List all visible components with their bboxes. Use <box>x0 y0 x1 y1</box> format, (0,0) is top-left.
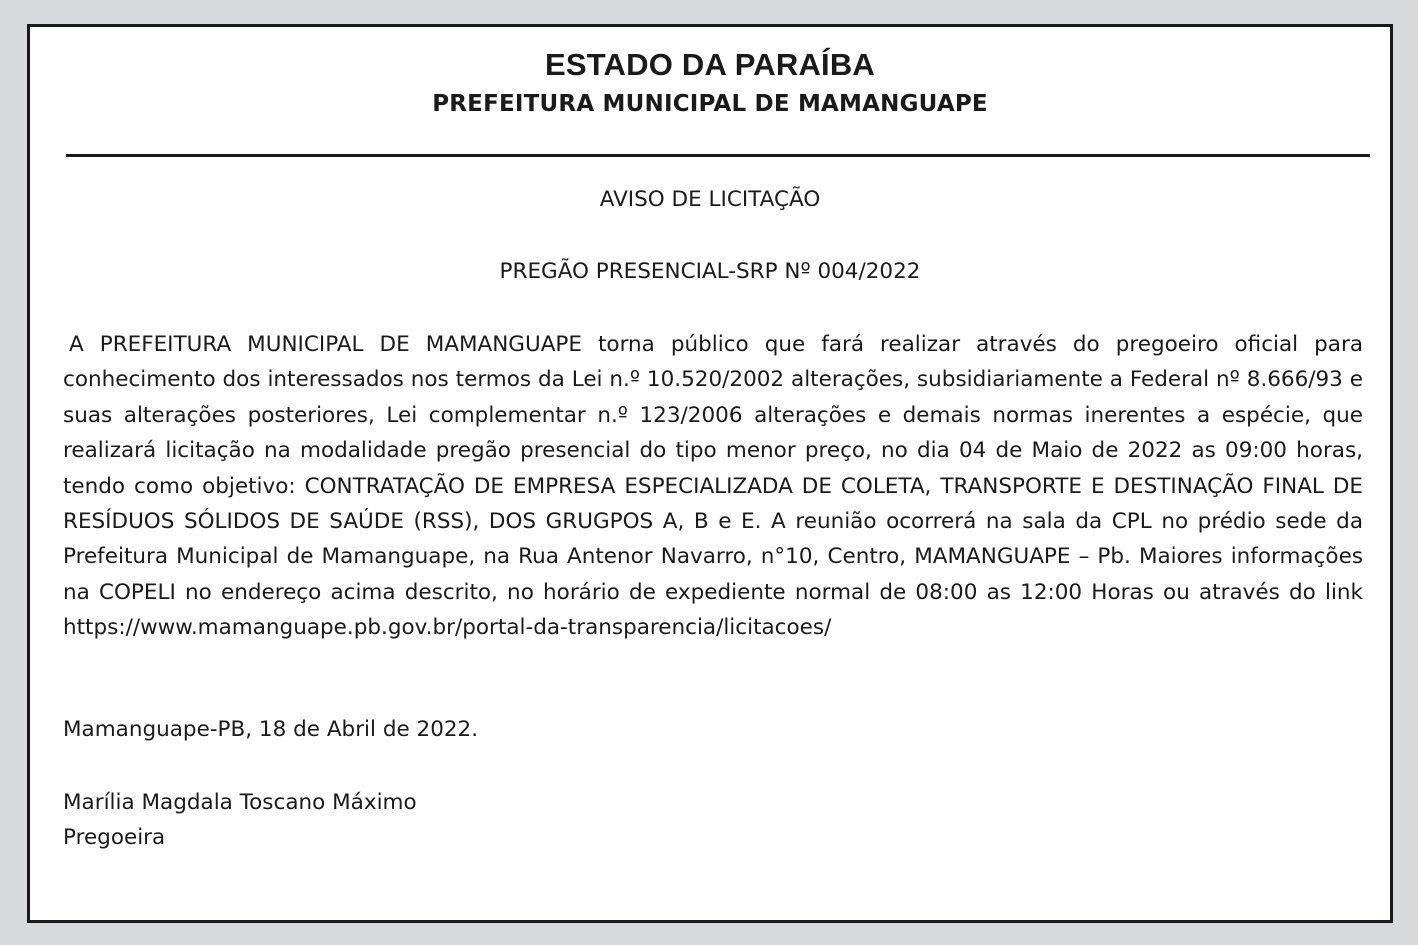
date-line: Mamanguape-PB, 18 de Abril de 2022. <box>63 717 479 742</box>
header-divider <box>66 154 1370 157</box>
notice-type: AVISO DE LICITAÇÃO <box>599 187 821 212</box>
notice-box <box>27 24 1393 923</box>
state-title: ESTADO DA PARAÍBA <box>544 47 876 82</box>
notice-body: A PREFEITURA MUNICIPAL DE MAMANGUAPE torna público que fará realizar através do pregoeiro oficial para conhecimento dos interessados nos termos da Lei n.º 10.520/2002 alterações, subsidiariamente a Federal nº 8.666/93 e suas alterações posteriores, Lei complementar n.º 123/2006 alterações e demais normas inerentes a espécie, que realizará licitação na modalidade pregão presencial do tipo menor preço, no dia 04 de Maio de 2022 as 09:00 horas, tendo como objetivo: CONTRATAÇÃO DE EMPRESA ESPECIALIZADA DE COLETA, TRANSPORTE E DESTINAÇÃO FINAL DE RESÍDUOS SÓLIDOS DE SAÚDE (RSS), DOS GRUGPOS A, B e E. A reunião ocorrerá na sala da CPL no prédio sede da Prefeitura Municipal de Mamanguape, na Rua Antenor Navarro, n°10, Centro, MAMANGUAPE – Pb. Maiores informações na COPELI no endereço acima descrito, no horário de expediente normal de 08:00 as 12:00 Horas ou através do link https://www.mamanguape.pb.gov.br/portal-da-transparencia/licitacoes/ <box>63 332 1363 641</box>
municipality-title: PREFEITURA MUNICIPAL DE MAMANGUAPE <box>432 91 988 117</box>
signer-role: Pregoeira <box>63 825 166 850</box>
signer-name: Marília Magdala Toscano Máximo <box>63 790 417 815</box>
auction-number: PREGÃO PRESENCIAL-SRP Nº 004/2022 <box>499 259 921 284</box>
